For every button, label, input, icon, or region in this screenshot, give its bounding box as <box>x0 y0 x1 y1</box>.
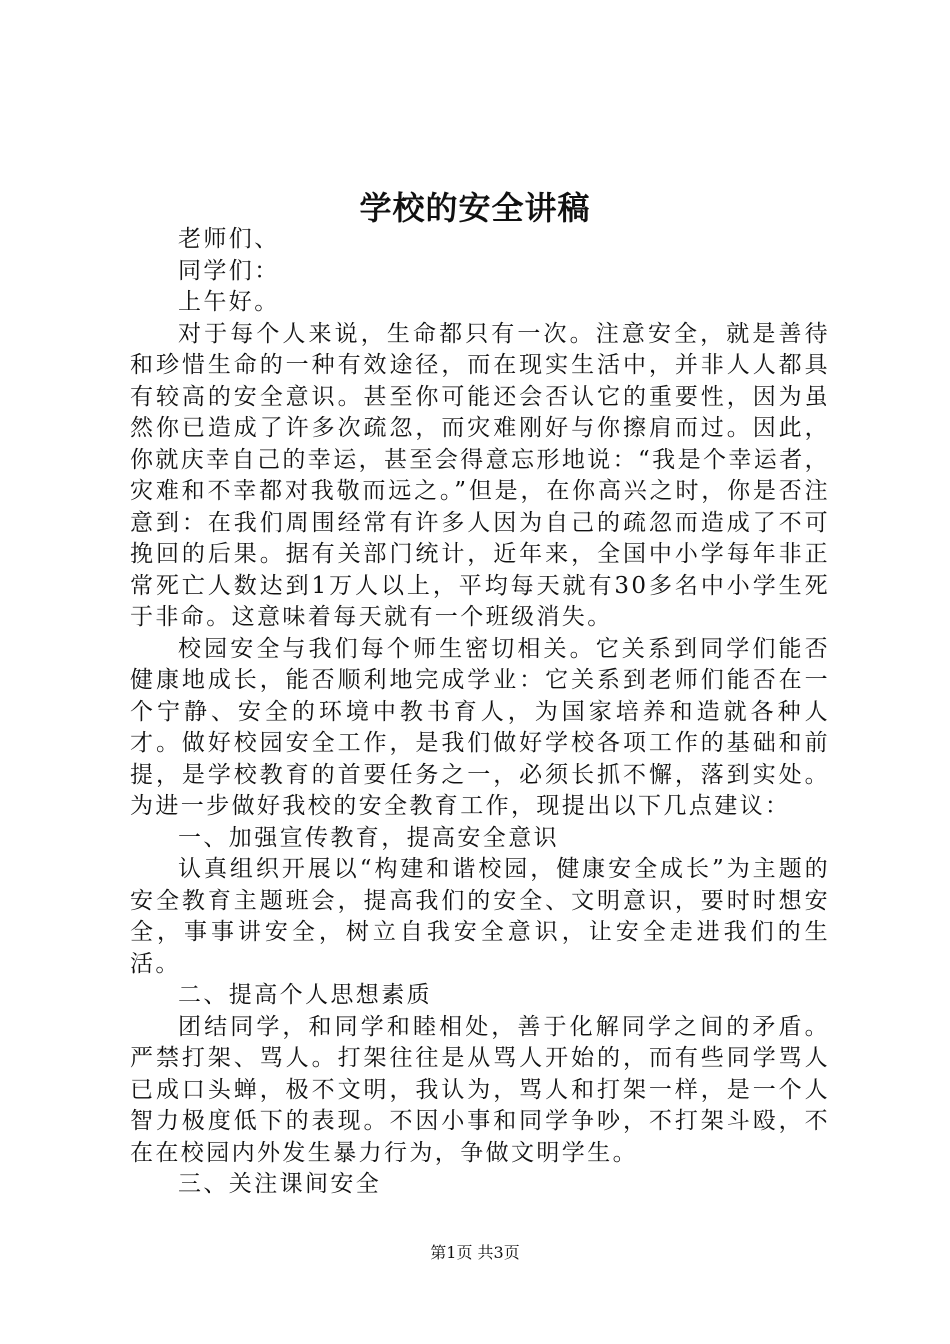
salutation-teachers: 老师们、 <box>178 226 280 252</box>
paragraph-section-1: 认真组织开展以“构建和谐校园，健康安全成长”为主题的安全教育主题班会，提高我们的安全、文明意识，要时时想安全，事事讲安全，树立自我安全意识，让安全走进我们的生活。 <box>130 856 830 977</box>
section-heading-2: 二、提高个人思想素质 <box>178 982 432 1008</box>
document-title: 学校的安全讲稿 <box>359 189 591 227</box>
section-heading-1: 一、加强宣传教育，提高安全意识 <box>178 824 559 851</box>
salutation-students: 同学们： <box>178 257 280 284</box>
page-footer: 第1页 共3页 <box>430 1243 520 1262</box>
paragraph-campus-safety: 校园安全与我们每个师生密切相关。它关系到同学们能否健康地成长，能否顺利地完成学业：它关系到老师们能否在一个宁静、安全的环境中教书育人，为国家培养和造就各种人才。做好校园安全工作，是我们做好学校各项工作的基础和前提，是学校教育的首要任务之一，必须长抓不懈，落到实处。为进一步做好我校的安全教育工作，现提出以下几点建议： <box>130 635 830 819</box>
paragraph-life-safety: 对于每个人来说，生命都只有一次。注意安全，就是善待和珍惜生命的一种有效途径，而在现实生活中，并非人人都具有较高的安全意识。甚至你可能还会否认它的重要性，因为虽然你已造成了许多次疏忽，而灾难刚好与你擦肩而过。因此，你就庆幸自己的幸运，甚至会得意忘形地说：“我是个幸运者，灾难和不幸都对我敬而远之。”但是，在你高兴之时，你是否注意到：在我们周围经常有许多人因为自己的疏忽而造成了不可挽回的后果。据有关部门统计，近年来，全国中小学每年非正常死亡人数达到1万人以上，平均每天就有30多名中小学生死于非命。这意味着每天就有一个班级消失。 <box>130 320 830 630</box>
greeting: 上午好。 <box>178 289 280 315</box>
paragraph-section-2: 团结同学，和同学和睦相处，善于化解同学之间的矛盾。严禁打架、骂人。打架往往是从骂人开始的，而有些同学骂人已成口头蝉，极不文明，我认为，骂人和打架一样，是一个人智力极度低下的表现。不因小事和同学争吵，不打架斗殴，不在在校园内外发生暴力行为，争做文明学生。 <box>130 1013 830 1166</box>
document-body <box>130 224 830 1201</box>
section-heading-3: 三、关注课间安全 <box>178 1171 382 1197</box>
